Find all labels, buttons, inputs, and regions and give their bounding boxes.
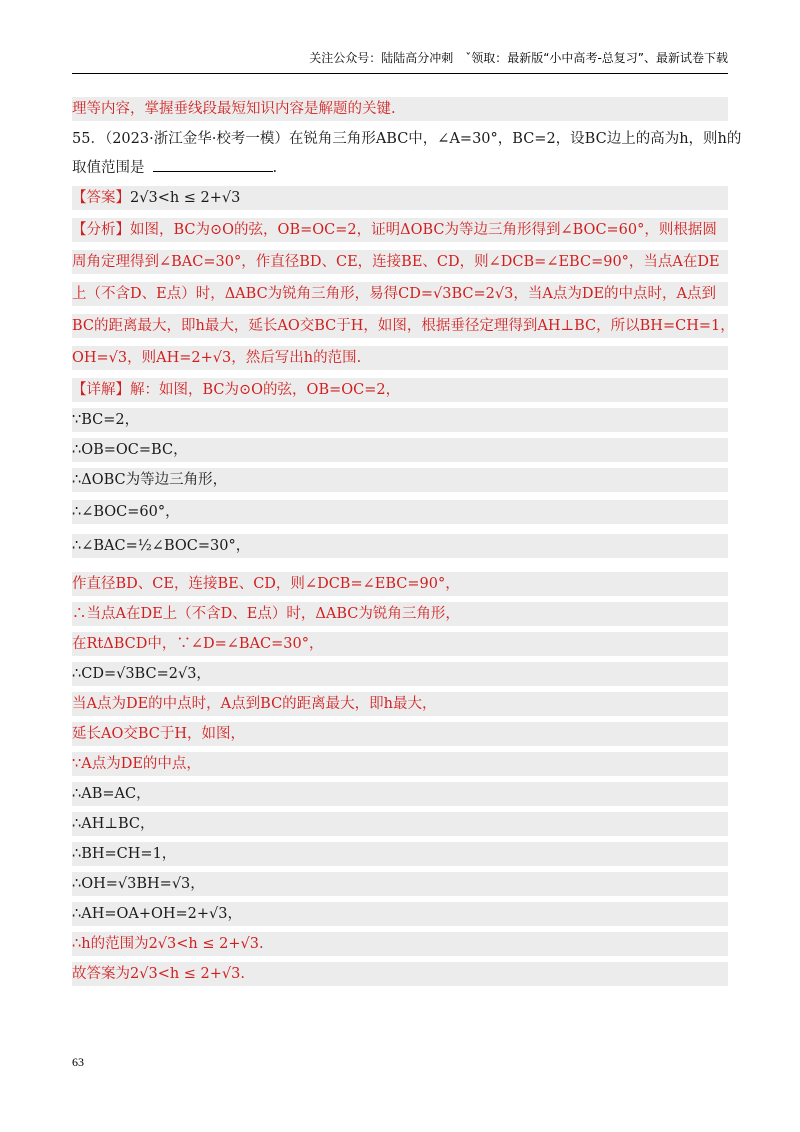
page-number: 63 bbox=[72, 1055, 84, 1069]
text-line bbox=[72, 632, 728, 656]
line-text: ∴AH⊥BC， bbox=[72, 816, 155, 832]
text-line bbox=[72, 314, 735, 338]
text-line bbox=[72, 534, 728, 558]
line-text: ∴ΔOBC为等边三角形， bbox=[72, 472, 228, 488]
line-text: 取值范围是 bbox=[72, 160, 145, 176]
line-text: ∴∠BAC=½∠BOC=30°， bbox=[72, 538, 251, 554]
text-line bbox=[72, 282, 728, 306]
section-tag: 【详解】 bbox=[72, 382, 130, 398]
text-line bbox=[72, 872, 728, 896]
line-text: 延长AO交BC于H，如图， bbox=[72, 726, 246, 742]
line-text: 55．（2023·浙江金华·校考一模）在锐角三角形ABC中，∠A=30°，BC=2，设BC边上的高为h，则h的 bbox=[72, 131, 742, 147]
text-line bbox=[72, 752, 728, 776]
line-text: ∴OH=√3BH=√3， bbox=[72, 876, 205, 892]
section-body: 解：如图，BC为⊙O的弦，OB=OC=2， bbox=[130, 382, 401, 398]
line-text: 当A点为DE的中点时，A点到BC的距离最大，即h最大， bbox=[72, 696, 437, 712]
text-line bbox=[72, 218, 728, 242]
line-text bbox=[72, 190, 240, 206]
text-line bbox=[72, 662, 728, 686]
line-text: ∴∠BOC=60°， bbox=[72, 504, 180, 520]
line-text: 在RtΔBCD中，∵∠D=∠BAC=30°， bbox=[72, 636, 324, 652]
line-text: 理等内容，掌握垂线段最短知识内容是解题的关键. bbox=[72, 101, 396, 117]
answer-blank bbox=[153, 158, 273, 172]
header-text: 关注公众号：陆陆高分冲刺 ˇ领取：最新版“小中高考-总复习”、最新试卷下载 bbox=[309, 51, 728, 65]
text-line bbox=[72, 468, 728, 492]
line-text bbox=[72, 382, 400, 398]
line-text: ∴OB=OC=BC， bbox=[72, 442, 188, 458]
line-text: 作直径BD、CE，连接BE、CD，则∠DCB=∠EBC=90°， bbox=[72, 576, 460, 592]
line-text: ∵BC=2， bbox=[72, 412, 140, 428]
line-text: ∵A点为DE的中点， bbox=[72, 756, 201, 772]
text-line bbox=[72, 438, 728, 462]
text-line bbox=[72, 962, 728, 986]
text-line bbox=[72, 572, 728, 596]
text-line bbox=[72, 692, 728, 716]
text-line bbox=[72, 812, 728, 836]
page-header bbox=[72, 48, 728, 74]
blank-period: . bbox=[272, 160, 278, 176]
text-line bbox=[72, 127, 742, 151]
line-text: ∴AB=AC， bbox=[72, 786, 151, 802]
line-text: ∴当点A在DE上（不含D、E点）时，ΔABC为锐角三角形， bbox=[72, 606, 460, 622]
text-line bbox=[72, 602, 728, 626]
text-line bbox=[72, 722, 728, 746]
text-line bbox=[72, 156, 728, 180]
line-text: BC的距离最大，即h最大，延长AO交BC于H，如图，根据垂径定理得到AH⊥BC，所以BH=CH=1， bbox=[72, 318, 735, 334]
text-line bbox=[72, 186, 728, 210]
text-line bbox=[72, 902, 728, 926]
text-line bbox=[72, 782, 728, 806]
line-text: ∴CD=√3BC=2√3， bbox=[72, 666, 211, 682]
text-line bbox=[72, 408, 728, 432]
line-text: 周角定理得到∠BAC=30°，作直径BD、CE，连接BE、CD，则∠DCB=∠EBC=90°，当点A在DE bbox=[72, 254, 720, 270]
line-text: 上（不含D、E点）时，ΔABC为锐角三角形，易得CD=√3BC=2√3，当A点为DE的中点时，A点到 bbox=[72, 286, 717, 302]
text-line bbox=[72, 250, 728, 274]
line-text: ∴BH=CH=1， bbox=[72, 846, 177, 862]
text-line bbox=[72, 932, 728, 956]
text-line bbox=[72, 97, 728, 121]
line-text: ∴AH=OA+OH=2+√3， bbox=[72, 906, 243, 922]
section-body: 2√3<h ≤ 2+√3 bbox=[130, 190, 241, 206]
line-text: 【分析】如图，BC为⊙O的弦，OB=OC=2，证明ΔOBC为等边三角形得到∠BOC=60°，则根据圆 bbox=[72, 222, 717, 238]
text-line bbox=[72, 346, 728, 370]
section-tag: 【答案】 bbox=[72, 190, 130, 206]
line-text: OH=√3，则AH=2+√3，然后写出h的范围. bbox=[72, 350, 362, 366]
text-line bbox=[72, 500, 728, 524]
text-line bbox=[72, 842, 728, 866]
line-text: ∴h的范围为2√3<h ≤ 2+√3. bbox=[72, 936, 264, 952]
line-text: 故答案为2√3<h ≤ 2+√3. bbox=[72, 966, 245, 982]
text-line bbox=[72, 378, 728, 402]
